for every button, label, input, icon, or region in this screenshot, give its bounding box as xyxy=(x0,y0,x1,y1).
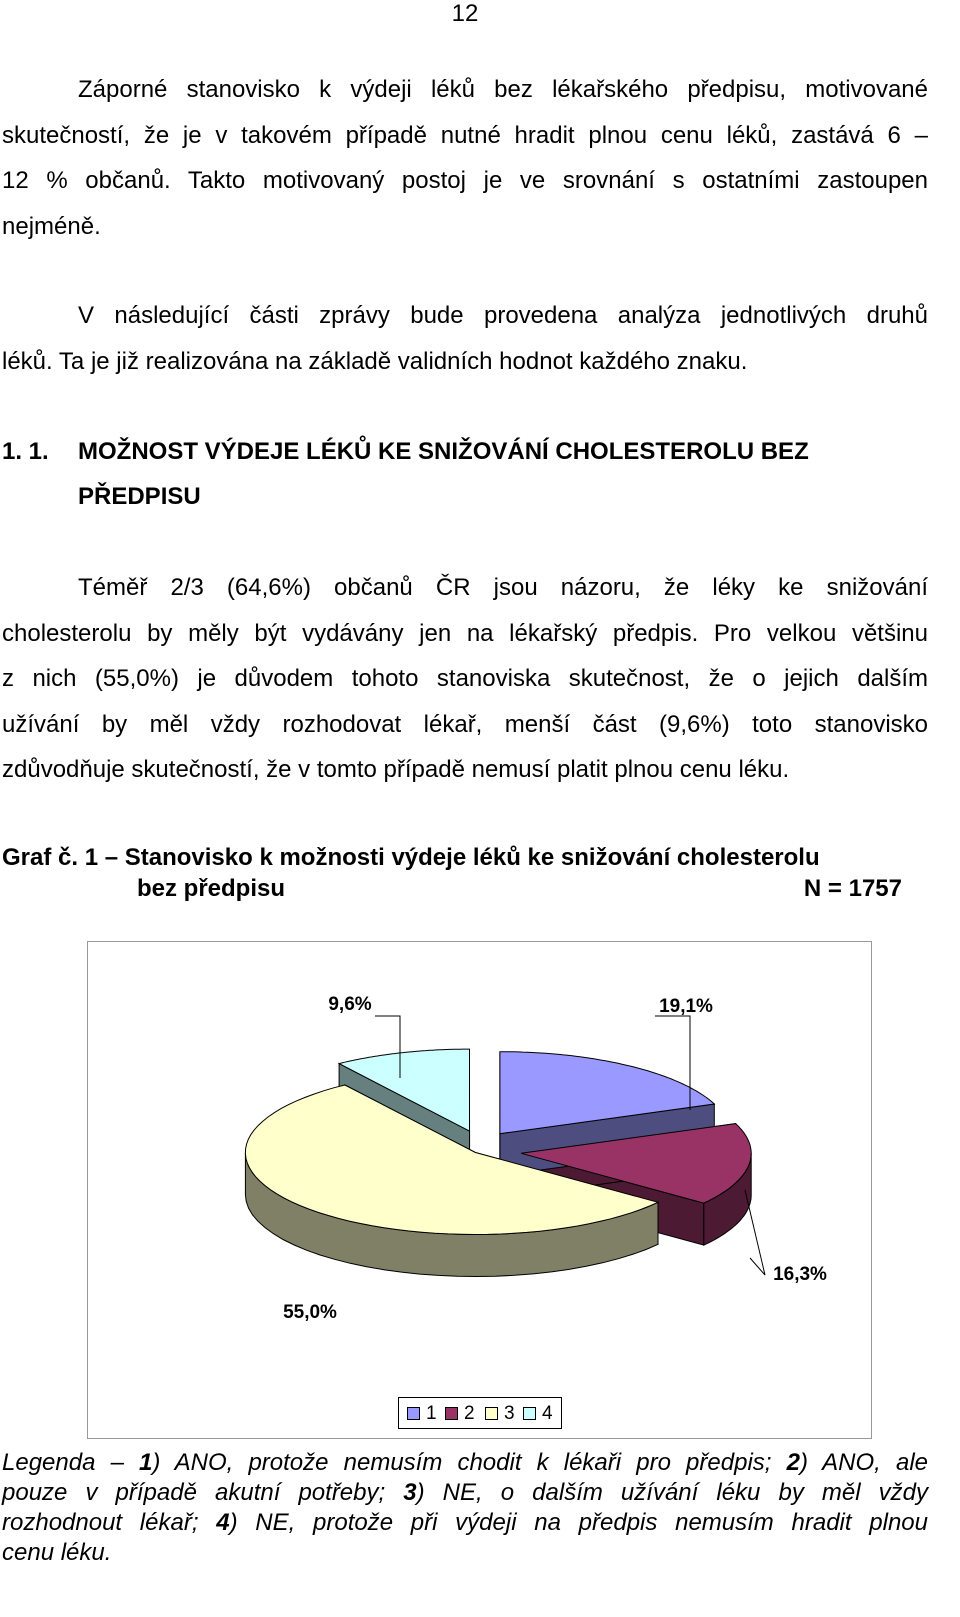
legend-explanation xyxy=(2,1448,928,1568)
legend-fragment: ) ANO, ale xyxy=(799,1449,929,1476)
legend-item xyxy=(407,1404,437,1423)
pie-data-label: 9,6% xyxy=(328,994,372,1015)
legend-label: 1 xyxy=(426,1403,437,1424)
legend-fragment: pouze v případě akutní potřeby; xyxy=(2,1479,404,1506)
legend-swatch xyxy=(523,1407,536,1420)
page-number: 12 xyxy=(451,0,479,27)
legend-fragment: cenu léku. xyxy=(2,1539,112,1566)
legend-line xyxy=(2,1508,928,1538)
paragraph-1-line: nejméně. xyxy=(2,212,101,240)
legend-swatch xyxy=(485,1407,498,1420)
legend-swatch xyxy=(407,1407,420,1420)
sample-size-label: N = 1757 xyxy=(803,875,902,902)
graph-title-line-1: Graf č. 1 – Stanovisko k možnosti výdeje léků ke snižování cholesterolu xyxy=(2,844,820,871)
pie-data-label: 55,0% xyxy=(283,1302,337,1323)
paragraph-3-line: Téměř 2/3 (64,6%) občanů ČR jsou názoru, že léky ke snižování xyxy=(78,574,928,601)
legend-swatch xyxy=(445,1407,458,1420)
graph-title-line-2: bez předpisu xyxy=(137,875,286,902)
pie-leader-line xyxy=(745,1190,765,1275)
legend-fragment: rozhodnout lékař; xyxy=(2,1509,217,1536)
paragraph-1-line: Záporné stanovisko k výdeji léků bez lékařského předpisu, motivované xyxy=(78,76,928,103)
paragraph-3-line: užívání by měl vždy rozhodovat lékař, menší část (9,6%) toto stanovisko xyxy=(2,710,928,738)
section-number: 1. 1. xyxy=(2,438,49,465)
legend-line xyxy=(2,1448,928,1478)
legend-number: 4 xyxy=(216,1509,230,1536)
legend-label: 4 xyxy=(542,1403,553,1424)
paragraph-2-line: léků. Ta je již realizována na základě validních hodnot každého znaku. xyxy=(2,347,748,375)
legend-fragment: ) NE, protože při výdeji na předpis nemusím hradit plnou xyxy=(229,1509,928,1536)
paragraph-3-line: zdůvodňuje skutečností, že v tomto případě nemusí platit plnou cenu léku. xyxy=(2,756,790,783)
legend-fragment: ) ANO, protože nemusím chodit k lékaři pro předpis; xyxy=(152,1449,787,1476)
legend-item xyxy=(485,1404,515,1423)
paragraph-1-line: 12 % občanů. Takto motivovaný postoj je ve srovnání s ostatními zastoupen xyxy=(2,167,928,194)
section-title-line-1: MOŽNOST VÝDEJE LÉKŮ KE SNIŽOVÁNÍ CHOLESTEROLU BEZ xyxy=(78,438,809,465)
legend-fragment: Legenda – xyxy=(2,1449,140,1476)
legend-fragment: ) NE, o dalším užívání léku by měl vždy xyxy=(416,1479,928,1506)
pie-data-label: 19,1% xyxy=(659,996,713,1017)
legend-item xyxy=(523,1404,553,1423)
section-title-line-2: PŘEDPISU xyxy=(78,483,201,510)
paragraph-1-line: skutečností, že je v takovém případě nutné hradit plnou cenu léků, zastává 6 – xyxy=(2,121,928,149)
paragraph-2-line: V následující části zprávy bude provedena analýza jednotlivých druhů xyxy=(78,302,928,329)
legend-item xyxy=(445,1404,475,1423)
paragraph-3-line: cholesterolu by měly být vydávány jen na lékařský předpis. Pro velkou většinu xyxy=(2,619,928,647)
legend-label: 3 xyxy=(504,1403,515,1424)
legend-label: 2 xyxy=(464,1403,475,1424)
legend-number: 1 xyxy=(139,1449,153,1476)
chart-legend xyxy=(398,1397,562,1429)
legend-line xyxy=(2,1478,928,1508)
legend-number: 3 xyxy=(403,1479,417,1506)
legend-number: 2 xyxy=(786,1449,800,1476)
pie-data-label: 16,3% xyxy=(773,1264,827,1285)
legend-line xyxy=(2,1538,928,1568)
paragraph-3-line: z nich (55,0%) je důvodem tohoto stanoviska skutečnost, že o jejich dalším xyxy=(2,665,928,692)
